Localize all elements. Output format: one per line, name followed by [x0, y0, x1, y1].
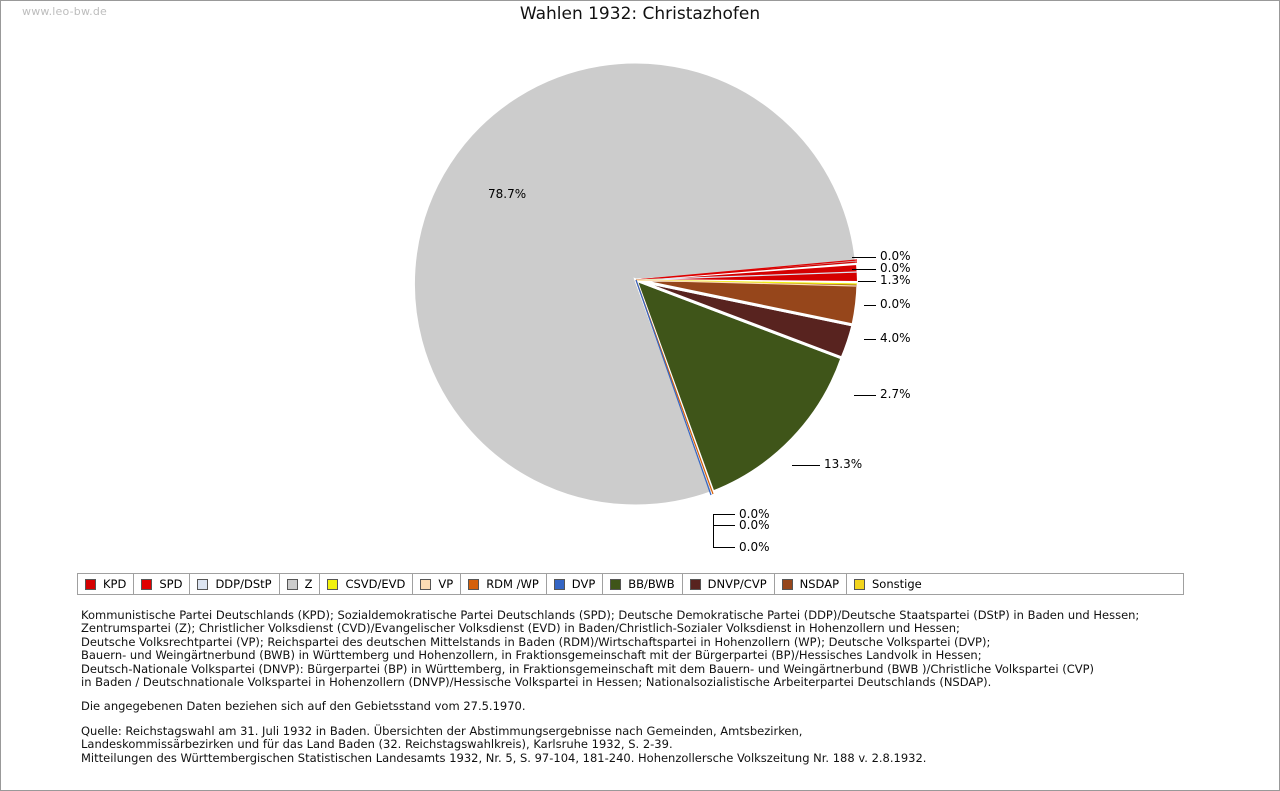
legend-item-rdm-wp[interactable] — [461, 574, 547, 594]
leader-line-bb-bwb — [792, 465, 820, 466]
footnote-line: Kommunistische Partei Deutschlands (KPD); Sozialdemokratische Partei Deutschlands (SPD); Deutsche Demokratische Partei (DDP)/Deutsche Staatspartei (DStP) in Baden und Hessen; — [81, 608, 1140, 622]
legend-item-csvd-evd[interactable] — [320, 574, 413, 594]
legend-label-csvd-evd: CSVD/EVD — [345, 577, 406, 591]
legend-label-sonstige: Sonstige — [872, 577, 922, 591]
slice-label-vp: 0.0% — [739, 518, 770, 532]
footnote-source — [81, 725, 1211, 765]
legend-label-kpd: KPD — [103, 577, 127, 591]
legend-swatch-kpd — [85, 579, 96, 590]
footnote-line: Bauern- und Weingärtnerbund (BWB) in Württemberg und Hohenzollern, in Fraktionsgemeinschaft mit der Bürgerpartei (BP)/Hessisches Landvolk in Hessen; — [81, 648, 982, 663]
legend-item-z[interactable] — [280, 574, 321, 594]
footnote-line: Deutsche Volksrechtpartei (VP); Reichspartei des deutschen Mittelstands in Baden (RDM)/Wirtschaftspartei in Hohenzollern (WP); Deutsche Volkspartei (DVP); — [81, 634, 991, 649]
watermark: www.leo-bw.de — [22, 5, 108, 18]
slice-label-z: 78.7% — [488, 187, 527, 201]
slice-label-dnvp-cvp: 2.7% — [880, 387, 911, 401]
chart-title: Wahlen 1932: Christazhofen — [519, 4, 761, 24]
legend — [77, 573, 1184, 595]
leader-line-kpd — [852, 257, 876, 258]
footnote-territory — [81, 700, 1211, 713]
legend-label-dnvp-cvp: DNVP/CVP — [707, 577, 767, 591]
legend-label-vp: VP — [438, 577, 454, 591]
legend-item-nsdap[interactable] — [775, 574, 847, 594]
legend-label-rdm-wp: RDM /WP — [486, 577, 539, 591]
legend-item-dvp[interactable] — [547, 574, 603, 594]
footnote-line: Zentrumspartei (Z); Christlicher Volksdienst (CVD)/Evangelischer Volksdienst (EVD) in Baden/Christlich-Sozialer Volksdienst in Hohenzollern und Hessen; — [81, 621, 960, 636]
legend-swatch-spd — [141, 579, 152, 590]
legend-swatch-sonstige — [854, 579, 865, 590]
legend-item-kpd[interactable] — [78, 574, 134, 594]
footnote-line: Die angegebenen Daten beziehen sich auf den Gebietsstand vom 27.5.1970. — [81, 699, 526, 714]
leader-tick-dnvp — [854, 395, 855, 396]
leader-line-dvp — [713, 547, 735, 548]
footnote-line: Quelle: Reichstagswahl am 31. Juli 1932 in Baden. Übersichten der Abstimmungsergebnisse nach Gemeinden, Amtsbezirken, — [81, 723, 803, 738]
pie-svg — [386, 48, 894, 508]
footnote-line: Deutsch-Nationale Volkspartei (DNVP): Bürgerpartei (BP) in Württemberg, in Fraktionsgemeinschaft mit dem Bauern- und Weingärtnerbund (BWB )/Christliche Volkspartei (CVP) — [81, 661, 1095, 676]
slice-label-spd: 0.0% — [880, 261, 911, 275]
legend-swatch-nsdap — [782, 579, 793, 590]
legend-label-z: Z — [304, 577, 313, 591]
legend-label-bb-bwb: BB/BWB — [628, 577, 675, 591]
legend-swatch-bb-bwb — [610, 579, 621, 590]
leader-line-dnvp — [854, 395, 876, 396]
legend-item-sonstige[interactable] — [847, 574, 929, 594]
legend-swatch-csvd-evd — [327, 579, 338, 590]
leader-line-ddp — [864, 305, 876, 306]
footnote-line: Mitteilungen des Württembergischen Statistischen Landesamts 1932, Nr. 5, S. 97-104, 181-240. Hohenzollersche Volkszeitung Nr. 188 v. 2.8.1932. — [81, 750, 927, 765]
legend-item-ddp-dstp[interactable] — [190, 574, 279, 594]
footnote-line: in Baden / Deutschnationale Volkspartei in Hohenzollern (DNVP)/Hessische Volkspartei in Hessen; Nationalsozialistische Arbeiterpartei Deutschlands (NSDAP). — [81, 675, 992, 690]
slice-label-bb-bwb: 13.3% — [824, 457, 863, 471]
pie-chart — [386, 48, 911, 554]
legend-label-dvp: DVP — [571, 577, 596, 591]
legend-swatch-dvp — [554, 579, 565, 590]
leader-line-sonstige — [858, 281, 876, 282]
legend-label-ddp-dstp: DDP/DStP — [215, 577, 272, 591]
slice-label-dvp: 0.0% — [739, 540, 770, 554]
leader-line-csvd — [713, 514, 735, 515]
footnote-parties — [81, 609, 1211, 689]
slice-label-ddp-dstp: 0.0% — [880, 297, 911, 311]
leader-line-nsdap — [864, 339, 876, 340]
slice-label-nsdap: 4.0% — [880, 331, 911, 345]
footnotes — [81, 609, 1211, 765]
legend-item-spd[interactable] — [134, 574, 190, 594]
legend-item-dnvp-cvp[interactable] — [683, 574, 775, 594]
leader-line-vp — [713, 525, 735, 526]
legend-label-spd: SPD — [159, 577, 183, 591]
legend-item-bb-bwb[interactable] — [603, 574, 682, 594]
slice-label-kpd: 0.0% — [880, 249, 911, 263]
legend-swatch-vp — [420, 579, 431, 590]
leader-stem-bottom — [713, 514, 714, 548]
legend-swatch-z — [287, 579, 298, 590]
legend-label-nsdap: NSDAP — [799, 577, 839, 591]
legend-swatch-ddp-dstp — [197, 579, 208, 590]
leader-line-spd — [852, 269, 876, 270]
slice-label-sonstige: 1.3% — [880, 273, 911, 287]
legend-swatch-dnvp-cvp — [690, 579, 701, 590]
footnote-line: Landeskommissärbezirken und für das Land Baden (32. Reichstagswahlkreis), Karlsruhe 1932, S. 2-39. — [81, 737, 673, 752]
legend-item-vp[interactable] — [413, 574, 461, 594]
legend-swatch-rdm-wp — [468, 579, 479, 590]
slice-label-csvd-evd: 0.0% — [739, 507, 770, 521]
